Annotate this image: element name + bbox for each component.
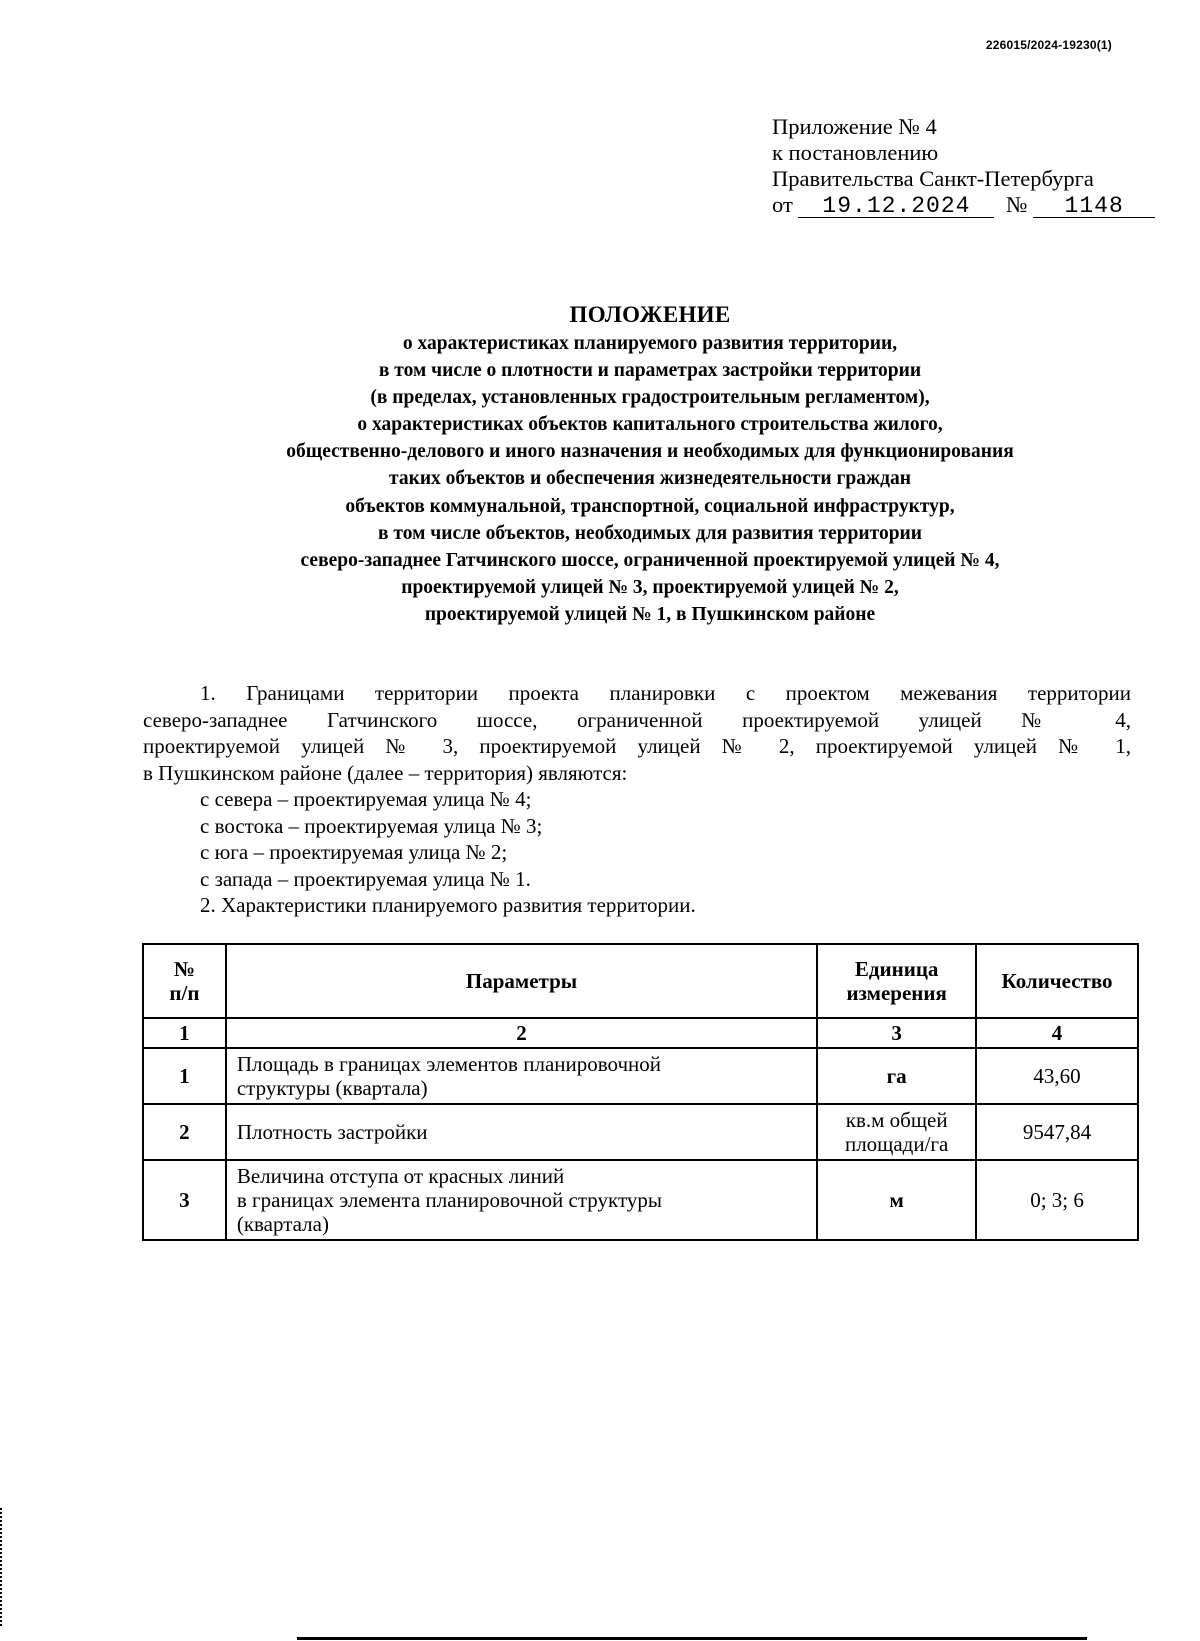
header-quantity: Количество bbox=[976, 944, 1138, 1018]
index-cell: 2 bbox=[226, 1018, 817, 1048]
title-main: ПОЛОЖЕНИЕ bbox=[569, 302, 731, 327]
table-index-row bbox=[143, 1018, 1138, 1048]
title-line: о характеристиках объектов капитального строительства жилого, bbox=[357, 414, 943, 436]
row-unit: м bbox=[817, 1160, 976, 1240]
boundary-item: с юга – проектируемая улица № 2; bbox=[200, 840, 508, 864]
boundary-item: с востока – проектируемая улица № 3; bbox=[200, 813, 543, 838]
row-parameter: Плотность застройки bbox=[226, 1104, 817, 1160]
table-row bbox=[143, 1104, 1138, 1160]
header-parameters: Параметры bbox=[226, 944, 817, 1018]
date-prefix-label: от bbox=[772, 192, 793, 217]
document-body bbox=[143, 680, 1131, 919]
appendix-date-row bbox=[772, 192, 1155, 218]
paragraph-1-line: в Пушкинском районе (далее – территория) являются: bbox=[143, 760, 628, 785]
title-line: (в пределах, установленных градостроительным регламентом), bbox=[370, 387, 930, 409]
index-cell: 1 bbox=[143, 1018, 226, 1048]
header-number: № п/п bbox=[143, 944, 226, 1018]
title-line: северо-западнее Гатчинского шоссе, ограниченной проектируемой улицей № 4, bbox=[300, 549, 1000, 571]
footer-rule bbox=[297, 1637, 1087, 1640]
resolution-date: 19.12.2024 bbox=[798, 195, 994, 218]
table-row bbox=[143, 1160, 1138, 1240]
row-quantity: 9547,84 bbox=[976, 1104, 1138, 1160]
title-line: о характеристиках планируемого развития территории, bbox=[402, 333, 898, 354]
row-number: 2 bbox=[143, 1104, 226, 1160]
paragraph-1-line: северо-западнее Гатчинского шоссе, ограниченной проектируемой улицей № 4, bbox=[143, 707, 1131, 732]
title-line: проектируемой улицей № 3, проектируемой улицей № 2, bbox=[401, 576, 899, 598]
appendix-line-2: к постановлению bbox=[772, 140, 939, 165]
title-line: проектируемой улицей № 1, в Пушкинском районе bbox=[424, 603, 876, 625]
appendix-line-3: Правительства Санкт-Петербурга bbox=[772, 166, 1094, 191]
title-line: общественно-делового и иного назначения и необходимых для функционирования bbox=[286, 441, 1014, 463]
scan-edge-mark bbox=[0, 1508, 4, 1626]
paragraph-1-line: 1. Границами территории проекта планировки с проектом межевания территории bbox=[200, 681, 1131, 705]
row-quantity: 0; 3; 6 bbox=[976, 1160, 1138, 1240]
header-unit: Единица измерения bbox=[817, 944, 976, 1018]
boundary-item: с севера – проектируемая улица № 4; bbox=[200, 787, 532, 811]
table-row bbox=[143, 1048, 1138, 1104]
row-unit: га bbox=[817, 1048, 976, 1104]
paragraph-2: 2. Характеристики планируемого развития территории. bbox=[200, 893, 696, 917]
index-cell: 4 bbox=[976, 1018, 1138, 1048]
boundary-item: с запада – проектируемая улица № 1. bbox=[200, 866, 531, 891]
document-id: 226015/2024-19230(1) bbox=[985, 38, 1112, 52]
number-label: № bbox=[1006, 192, 1028, 217]
title-line: в том числе объектов, необходимых для развития территории bbox=[377, 522, 923, 544]
row-unit: кв.м общей площади/га bbox=[817, 1104, 976, 1160]
row-parameter: Площадь в границах элементов планировочной структуры (квартала) bbox=[226, 1048, 817, 1104]
title-line: объектов коммунальной, транспортной, социальной инфраструктур, bbox=[345, 495, 955, 517]
row-number: 1 bbox=[143, 1048, 226, 1104]
resolution-number: 1148 bbox=[1033, 195, 1155, 218]
row-quantity: 43,60 bbox=[976, 1048, 1138, 1104]
index-cell: 3 bbox=[817, 1018, 976, 1048]
parameters-table bbox=[142, 943, 1139, 1241]
title-line: таких объектов и обеспечения жизнедеятельности граждан bbox=[389, 468, 911, 490]
row-number: 3 bbox=[143, 1160, 226, 1240]
appendix-header bbox=[772, 114, 1155, 218]
table-header-row bbox=[143, 944, 1138, 1018]
paragraph-1-line: проектируемой улицей № 3, проектируемой улицей № 2, проектируемой улицей № 1, bbox=[143, 734, 1131, 758]
appendix-line-1: Приложение № 4 bbox=[772, 114, 937, 139]
row-parameter: Величина отступа от красных линий в границах элемента планировочной структуры (квартала) bbox=[226, 1160, 817, 1240]
document-title bbox=[140, 300, 1160, 628]
title-line: в том числе о плотности и параметрах застройки территории bbox=[378, 360, 922, 382]
